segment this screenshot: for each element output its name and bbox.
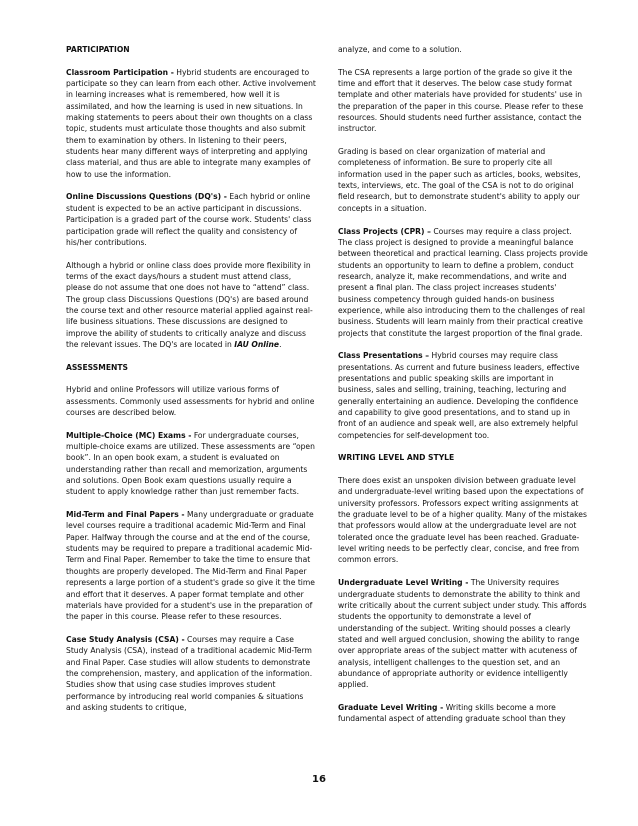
- assessments-heading: ASSESSMENTS: [66, 362, 129, 372]
- assessments-intro: Hybrid and online Professors will utilize various forms of assessments. Commonly used assessments for hybrid and online courses are described below.: [66, 385, 315, 417]
- discussion-questions-body: Each hybrid or online student is expected to be an active participant in discussions. Participation is a graded part of the course work. Students' class participation grade will reflect the quality and consistency of his/her contributions.: [66, 192, 312, 247]
- discussion-questions-title: Online Discussions Questions (DQ's) -: [66, 192, 227, 202]
- class-presentations-title: Class Presentations –: [338, 351, 430, 361]
- undergraduate-writing-title: Undergraduate Level Writing -: [338, 578, 469, 588]
- class-presentations-body: Hybrid courses may require class presentations. As current and future business leaders, effective presentations and public speaking skills are important in business, sales and selling, training, teaching, lecturing and generally entertaining an audience. Developing the confidence and capability to give good presentations, and to stand up in front of an audience and speak well, are also extremely helpful competencies for self-development too.: [338, 351, 580, 440]
- case-study-continuation: analyze, and come to a solution.: [338, 45, 462, 54]
- classroom-participation-body: Hybrid students are encouraged to participate so they can learn from each other. Active involvement in learning increases what is remembered, how well it is assimilated, and how the learning is used in new situations. In making statements to peers about their own thoughts on a class topic, students must articulate those thoughts and also submit them to examination by others. In listening to their peers, students hear many different ways of interpreting and applying class material, and thus are able to integrate many examples of how to use the information.: [66, 67, 316, 179]
- classroom-participation-paragraph: [66, 67, 316, 180]
- writing-level-body: There does exist an unspoken division between graduate level and undergraduate-level writing based upon the expectations of university professors. Professors expect writing assignments at the graduate level to be of a higher quality. Many of the mistakes that professors would allow at the undergraduate level are not tolerated once the graduate level has been reached. Graduate-level writing needs to be perfectly clear, concise, and free from common errors.: [338, 476, 587, 565]
- midterm-final-body: Many undergraduate or graduate level courses require a traditional academic Mid-Term and Final Paper. Halfway through the course and at the end of the course, students may be required to prepare a traditional academic Mid-Term and Final Paper. Remember to take the time to ensure that thoughts are properly developed. The Mid-Term and Final Paper represents a large portion of a student's grade so give it the time and effort that it deserves. A paper format template and other materials have provided for a student's use in the preparation of the paper in this course. Please refer to these resources.: [66, 510, 315, 622]
- class-projects-title: Class Projects (CPR) –: [338, 226, 431, 236]
- case-study-body: Courses may require a Case Study Analysis (CSA), instead of a traditional academic Mid-Term and Final Paper. Case studies will allow students to demonstrate the comprehension, mastery, and application of the information. Studies show that using case studies improves student performance by introducing real world companies & situations and asking students to critique,: [66, 634, 313, 712]
- class-projects-paragraph: [338, 226, 588, 339]
- classroom-participation-title: Classroom Participation -: [66, 67, 174, 77]
- graduate-writing-body: Writing skills become a more fundamental aspect of attending graduate school than they: [338, 702, 566, 724]
- csa-grade-paragraph: The CSA represents a large portion of the grade so give it the time and effort that it deserves. The below case study format template and other materials have provided for students' use in the preparation of the paper in this course. Please refer to these resources. Should students need further assistance, contact the instructor.: [338, 67, 584, 134]
- grading-paragraph: Grading is based on clear organization of material and completeness of information. Be sure to properly cite all information used in the paper such as articles, books, websites, texts, interviews, etc. The goal of the CSA is not to do original field research, but to demonstrate student's ability to apply our concepts in a situation.: [338, 147, 581, 213]
- multiple-choice-title: Multiple-Choice (MC) Exams -: [66, 430, 192, 440]
- undergraduate-writing-body: The University requires undergraduate students to demonstrate the ability to think and write critically about the current subject under study. This affords students the opportunity to demonstrate a level of understanding of the subject. Writing should posses a clearly stated and well argued conclusion, showing the ability to range over appropriate areas of the subject matter with acuteness of analysis, intelligent challenges to the question set, and an abundance of appropriate authority or evidence intelligently applied.: [338, 578, 587, 690]
- midterm-final-paragraph: [66, 509, 316, 622]
- right-column: [338, 44, 588, 736]
- hybrid-attendance-paragraph: Although a hybrid or online class does provide more flexibility in terms of the exact days/hours a student must attend class, please do not assume that one does not have to “attend” class. The group class Discussions Questions (DQ's) are based around the course text and other resource material applied against real-life business situations. These discussions are designed to improve the ability of students to critically analyze and discuss the relevant issues. The DQ's are located in IAU Online.: [66, 260, 313, 349]
- writing-level-heading: WRITING LEVEL AND STYLE: [338, 453, 455, 463]
- discussion-questions-paragraph: [66, 191, 316, 248]
- case-study-title: Case Study Analysis (CSA) -: [66, 634, 185, 644]
- iau-online-reference: IAU Online: [234, 339, 280, 349]
- class-presentations-paragraph: [338, 350, 588, 441]
- participation-heading: PARTICIPATION: [66, 45, 130, 54]
- graduate-writing-paragraph: [338, 702, 588, 725]
- undergraduate-writing-paragraph: [338, 577, 588, 690]
- midterm-final-title: Mid-Term and Final Papers -: [66, 510, 185, 520]
- case-study-paragraph: [66, 634, 316, 713]
- multiple-choice-paragraph: [66, 430, 316, 498]
- multiple-choice-body: For undergraduate courses, multiple-choice exams are utilized. These assessments are “open book”. In an open book exam, a student is evaluated on understanding rather than recall and memorization, arguments and solutions. Open Book exam questions usually require a student to apply knowledge rather than just remember facts.: [66, 430, 315, 497]
- left-column: [66, 44, 316, 725]
- graduate-writing-title: Graduate Level Writing -: [338, 702, 444, 712]
- class-projects-body: Courses may require a class project. The class project is designed to provide a meaningful balance between theoretical and practical learning. Class projects provide students an opportunity to learn to define a problem, conduct research, analyze it, make recommendations, and write and present a final plan. The class project increases students' business competency through guided hands-on business experience, while also introducing them to the challenges of real business. Students will learn mainly from their practical creative projects that constitute the largest proportion of the final grade.: [338, 226, 588, 338]
- page-number: 16: [312, 774, 326, 785]
